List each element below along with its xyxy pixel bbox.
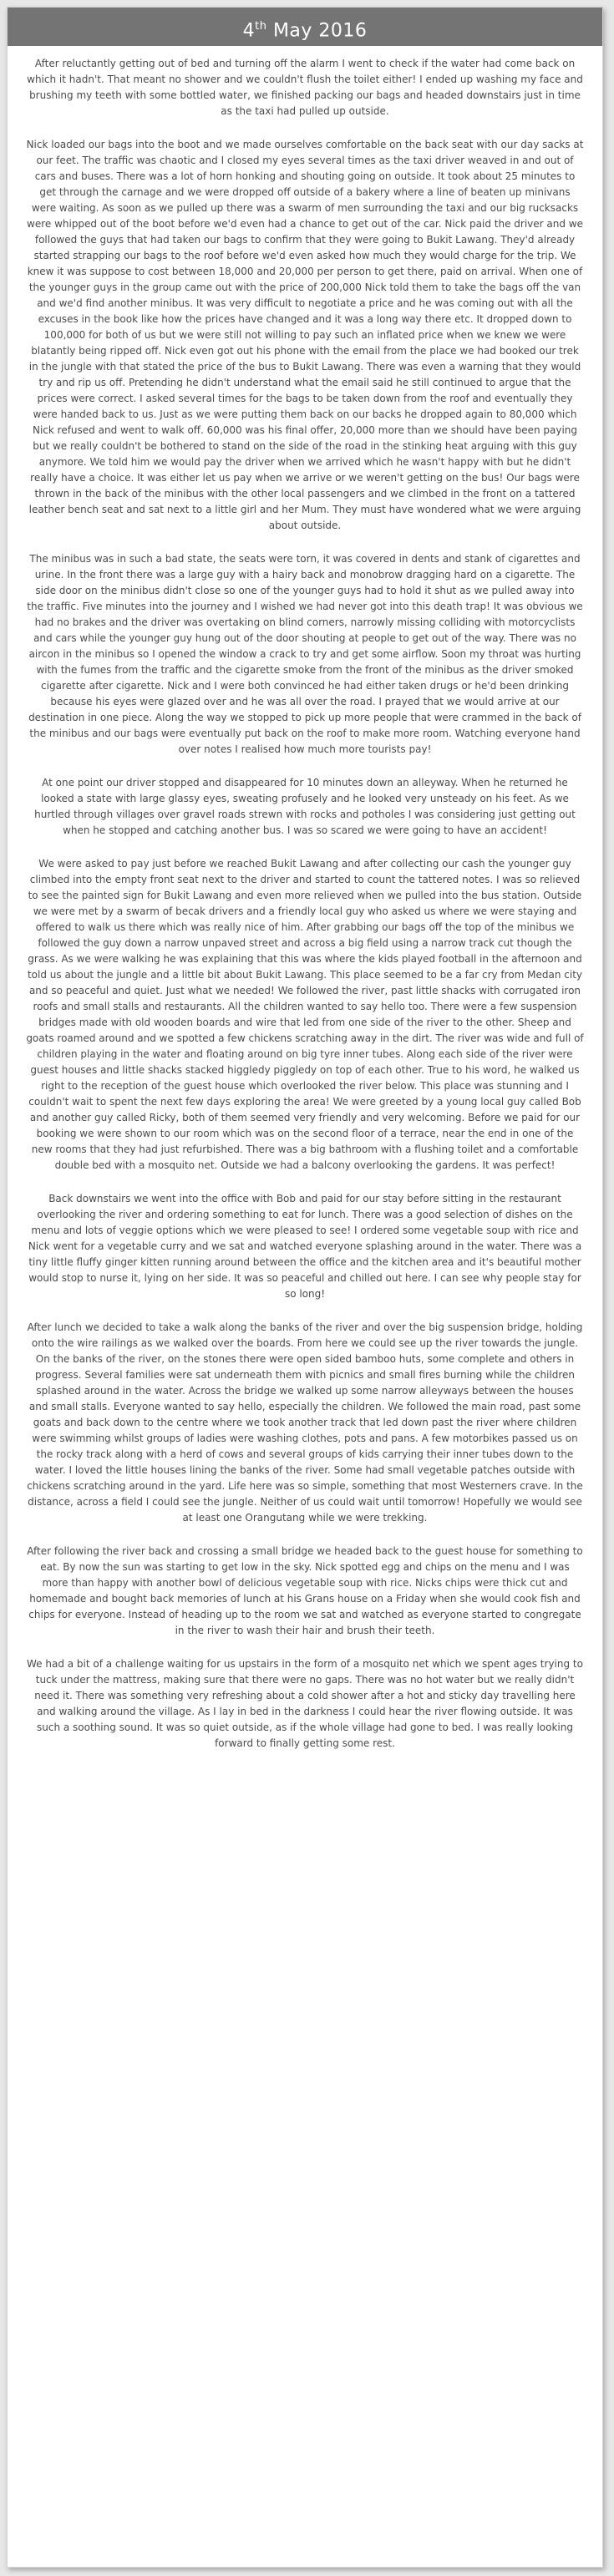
journal-paragraph: Nick loaded our bags into the boot and we made ourselves comfortable on the back seat with our day sacks at our feet. The traffic was chaotic and I closed my eyes several times as the taxi driver weaved in and out of cars and buses. There was a lot of horn honking and shouting going on outside. It took about 25 minutes to get through the carnage and we were dropped off outside of a bakery where a line of beaten up minivans were waiting. As soon as we pulled up there was a swarm of men surrounding the taxi and our big rucksacks were whipped out of the boot before we'd even had a chance to get out of the car. Nick paid the driver and we followed the guys that had taken our bags to confirm that they were going to Bukit Lawang. They'd already started strapping our bags to the roof before we'd even asked how much they would charge for the trip. We knew it was suppose to cost between 18,000 and 20,000 per person to get there, paid on arrival. When one of the younger guys in the group came out with the price of 200,000 Nick told them to take the bags off the van and we'd find another minibus. It was very difficult to negotiate a price and he was coming out with all the excuses in the book like how the prices have changed and it was a long way there etc. It dropped down to 100,000 for both of us but we were still not willing to pay such an inflated price when we knew we were blatantly being ripped off. Nick even got out his phone with the email from the place we had booked our trek in the jungle with that stated the price of the bus to Bukit Lawang. There was even a warning that they would try and rip us off. Pretending he didn't understand what the email said he still continued to argue that the prices were correct. I asked several times for the bags to be taken down from the roof and eventually they were handed back to us. Just as we were putting them back on our backs he dropped again to 80,000 which Nick refused and went to walk off. 60,000 was his final offer, 20,000 more than we should have been paying but we really couldn't be bothered to stand on the side of the road in the stinking heat arguing with this guy anymore. We told him we would pay the driver when we arrived which he wasn't happy with but he didn't really have a choice. It was either let us pay when we arrive or we weren't getting on the bus! Our bags were thrown in the back of the minibus with the other local passengers and we climbed in the front on a tattered leather bench seat and sat next to a little girl and her Mum. They must have wondered what we were arguing about outside. bbox=[26, 139, 584, 531]
journal-paragraph: At one point our driver stopped and disappeared for 10 minutes down an alleyway. When he returned he looked a state with large glassy eyes, sweating profusely and he looked very unsteady on his feet. As we hurtled through villages over gravel roads strewn with rocks and potholes I was considering just getting out when he stopped and catching another bus. I was so scared we were going to have an accident! bbox=[34, 777, 576, 836]
date-month-year: May 2016 bbox=[272, 20, 368, 42]
journal-page bbox=[7, 7, 603, 2568]
date-day: 4 bbox=[242, 20, 256, 42]
date-header bbox=[8, 8, 602, 46]
journal-paragraph: Back downstairs we went into the office with Bob and paid for our stay before sitting in the restaurant overlooking the river and ordering something to eat for lunch. There was a good selection of dishes on the menu and lots of veggie options which we were pleased to see! I ordered some vegetable soup with rice and Nick went for a vegetable curry and we sat and watched everyone splashing around in the water. There was a tiny little fluffy ginger kitten running around between the office and the kitchen area and it's beautiful mother would stop to nurse it, lying on her side. It was so peaceful and chilled out here. I can see why people stay for so long! bbox=[28, 1193, 582, 1300]
journal-paragraph: The minibus was in such a bad state, the seats were torn, it was covered in dents and stank of cigarettes and urine. In the front there was a large guy with a hairy back and monobrow dragging hard on a cigarette. The side door on the minibus didn't close so one of the younger guys had to hold it shut as we pulled away into the traffic. Five minutes into the journey and I wished we had never got into this death trap! It was obvious we had no brakes and the driver was overtaking on blind corners, narrowly missing colliding with motorcyclists and cars while the younger guy hung out of the door shouting at people to get out of the way. There was no aircon in the minibus so I opened the window a crack to try and get some airflow. Soon my throat was hurting with the fumes from the traffic and the cigarette smoke from the front of the minibus as the driver smoked cigarette after cigarette. Nick and I were both convinced he had either taken drugs or he'd been drinking because his eyes were glazed over and he was all over the road. I prayed that we would arrive at our destination in one piece. Along the way we stopped to pick up more people that were crammed in the back of the minibus and our bags were eventually put back on the roof to make more room. Watching everyone hand over notes I realised how much more tourists pay! bbox=[27, 553, 583, 755]
journal-paragraph: After following the river back and crossing a small bridge we headed back to the guest house for something to eat. By now the sun was starting to get low in the sky. Nick spotted egg and chips on the menu and I was more than happy with another bowl of delicious vegetable soup with rice. Nicks chips were thick cut and homemade and bought back memories of lunch at his Grans house on a Friday when she would cook fish and chips for everyone. Instead of heading up to the room we sat and watched as everyone started to congregate in the river to wash their hair and brush their teeth. bbox=[27, 1545, 583, 1636]
journal-paragraph: After lunch we decided to take a walk along the banks of the river and over the big suspension bridge, holding onto the wire railings as we walked over the boards. From here we could see up the river towards the jungle. On the banks of the river, on the stones there were open sided bamboo huts, some complete and others in progress. Several families were sat underneath them with picnics and small fires burning while the children splashed around in the water. Across the bridge we walked up some narrow alleyways between the houses and small stalls. Everyone wanted to say hello, especially the children. We followed the main road, past some goats and back down to the centre where we took another track that led down past the river where children were swimming whilst groups of ladies were washing clothes, pots and pans. A few motorbikes passed us on the rocky track along with a herd of cows and several groups of kids carrying their inner tubes down to the water. I loved the little houses lining the banks of the river. Some had small vegetable patches outside with chickens scratching around in the yard. Life here was so simple, something that most Westerners crave. In the distance, across a field I could see the jungle. Neither of us could wait until tomorrow! Hopefully we would see at least one Orangutang while we were trekking. bbox=[27, 1321, 583, 1524]
journal-paragraph: We had a bit of a challenge waiting for us upstairs in the form of a mosquito net which we spent ages trying to tuck under the mattress, making sure that there were no gaps. There was no hot water but we really didn't need it. There was something very refreshing about a cold shower after a hot and sticky day travelling here and walking around the village. As I lay in bed in the darkness I could hear the river flowing outside. It was such a soothing sound. It was so quiet outside, as if the whole village had gone to bed. I was really looking forward to finally getting some rest. bbox=[27, 1658, 583, 1749]
journal-body bbox=[26, 56, 584, 1769]
date-ordinal: th bbox=[255, 20, 267, 33]
journal-paragraph: After reluctantly getting out of bed and turning off the alarm I went to check if the water had come back on which it hadn't. That meant no shower and we couldn't flush the toilet either! I ended up washing my face and brushing my teeth with some bottled water, we finished packing our bags and headed downstairs just in time as the taxi had pulled up outside. bbox=[27, 58, 583, 117]
journal-paragraph: We were asked to pay just before we reached Bukit Lawang and after collecting our cash the younger guy climbed into the empty front seat next to the driver and started to count the tattered notes. I was so relieved to see the painted sign for Bukit Lawang and even more relieved when we pulled into the bus station. Outside we were met by a swarm of becak drivers and a friendly local guy who asked us where we were staying and offered to walk us there which was really nice of him. After grabbing our bags off the top of the minibus we followed the guy down a narrow unpaved street and across a big field using a narrow track cut though the grass. As we were walking he was explaining that this was where the kids played football in the afternoon and told us about the jungle and a little bit about Bukit Lawang. This place seemed to be a far cry from Medan city and so peaceful and quiet. Just what we needed! We followed the river, past little shacks with corrugated iron roofs and small stalls and restaurants. All the children wanted to say hello too. There were a few suspension bridges made with old wooden boards and wire that led from one side of the river to the other. Sheep and goats roamed around and we spotted a few chickens scratching away in the dirt. The river was wide and full of children playing in the water and floating around on big tyre inner tubes. Along each side of the river were guest houses and little shacks stacked higgledy piggledy on top of each other. True to his word, he walked us right to the reception of the guest house which overlooked the river below. This place was stunning and I couldn't wait to spent the next few days exploring the area! We were greeted by a young local guy called Bob and another guy called Ricky, both of them seemed very friendly and very welcoming. Before we paid for our booking we were shown to our room which was on the second floor of a terrace, near the end in one of the new rooms that they had just refurbished. There was a big bathroom with a flushing toilet and a comfortable double bed with a mosquito net. Outside we had a balcony overlooking the gardens. It was perfect! bbox=[26, 858, 584, 1171]
